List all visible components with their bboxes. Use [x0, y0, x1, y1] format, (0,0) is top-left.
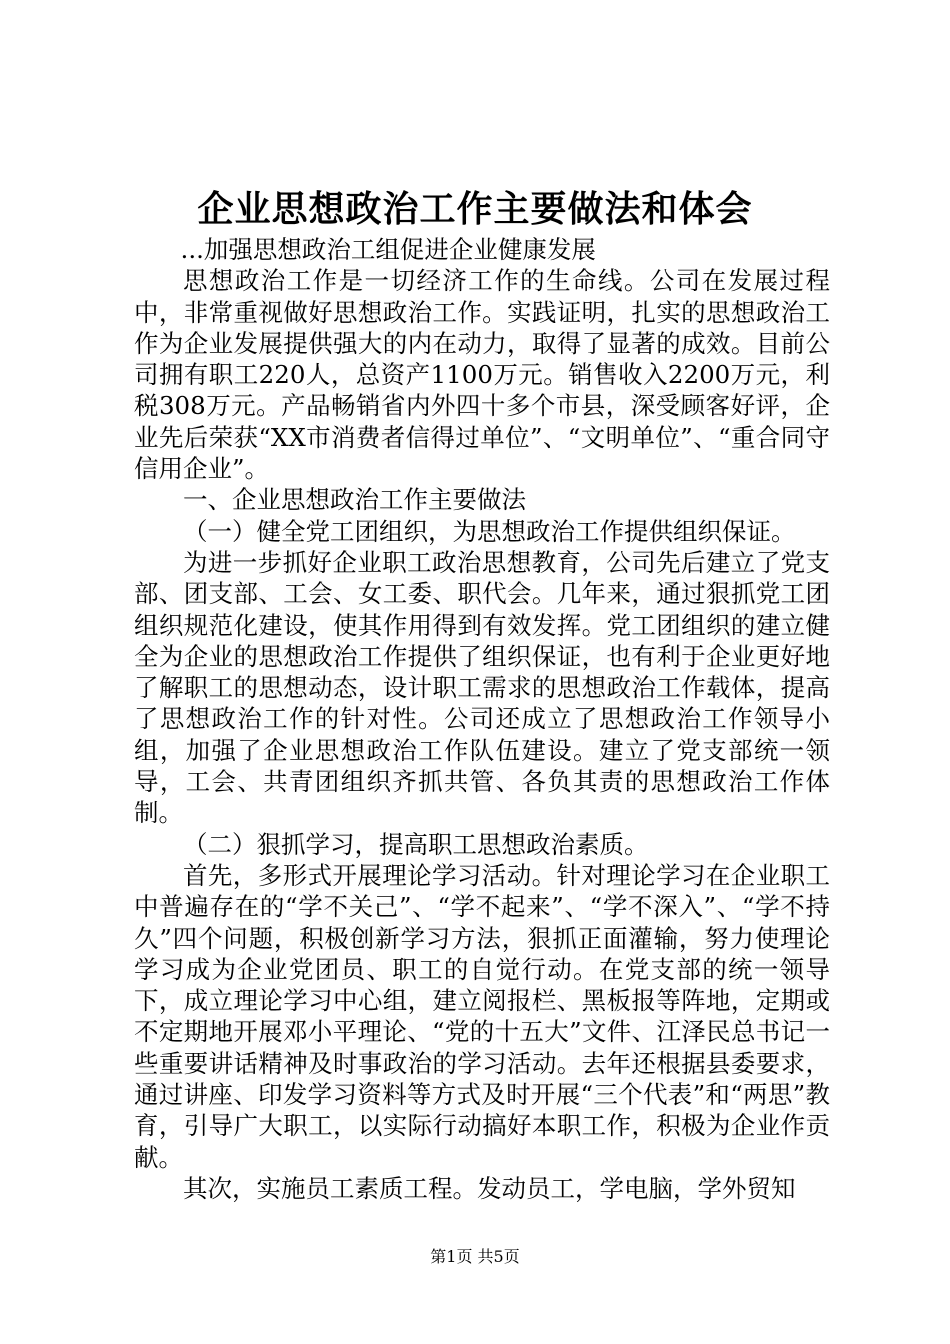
section-heading: 一、企业思想政治工作主要做法: [183, 485, 526, 515]
page-footer: 第1页 共5页: [430, 1247, 520, 1266]
subsection-heading: （二）狠抓学习，提高职工思想政治素质。: [183, 829, 649, 859]
document-body: [134, 234, 830, 1204]
document-subtitle: ...加强思想政治工组促进企业健康发展: [180, 235, 596, 264]
paragraph-intro: 思想政治工作是一切经济工作的生命线。公司在发展过程中，非常重视做好思想政治工作。实践证明，扎实的思想政治工作为企业发展提供强大的内在动力，取得了显著的成效。目前公司拥有职工220人，总资产1100万元。销售收入2200万元，利税308万元。产品畅销省内外四十多个市县，深受顾客好评，企业先后荣获“XX市消费者信得过单位”、“文明单位”、“重合同守信用企业”。: [134, 266, 830, 484]
paragraph-organization: 为进一步抓好企业职工政治思想教育，公司先后建立了党支部、团支部、工会、女工委、职代会。几年来，通过狠抓党工团组织规范化建设，使其作用得到有效发挥。党工团组织的建立健全为企业的思想政治工作提供了组织保证，也有利于企业更好地了解职工的思想动态，设计职工需求的思想政治工作载体，提高了思想政治工作的针对性。公司还成立了思想政治工作领导小组，加强了企业思想政治工作队伍建设。建立了党支部统一领导，工会、共青团组织齐抓共管、各负其责的思想政治工作体制。: [134, 547, 830, 828]
document-title: 企业思想政治工作主要做法和体会: [197, 188, 753, 230]
paragraph-study: 首先，多形式开展理论学习活动。针对理论学习在企业职工中普遍存在的“学不关己”、“学不起来”、“学不深入”、“学不持久”四个问题，积极创新学习方法，狠抓正面灌输，努力使理论学习成为企业党团员、职工的自觉行动。在党支部的统一领导下，成立理论学习中心组，建立阅报栏、黑板报等阵地，定期或不定期地开展邓小平理论、“党的十五大”文件、江泽民总书记一些重要讲话精神及时事政治的学习活动。去年还根据县委要求，通过讲座、印发学习资料等方式及时开展“三个代表”和“两思”教育，引导广大职工，以实际行动搞好本职工作，积极为企业作贡献。: [134, 860, 830, 1172]
subsection-heading: （一）健全党工团组织，为思想政治工作提供组织保证。: [183, 516, 796, 546]
paragraph-quality: 其次，实施员工素质工程。发动员工，学电脑，学外贸知: [183, 1173, 796, 1203]
